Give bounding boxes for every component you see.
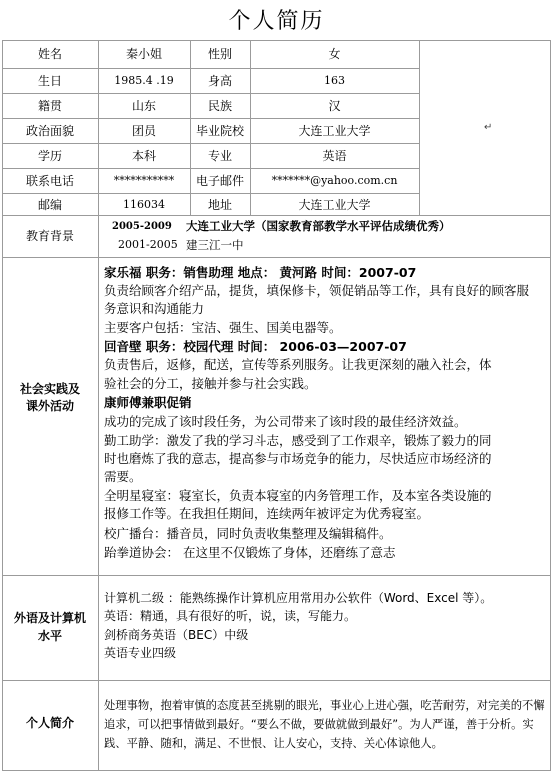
ethnic-value: 汉 xyxy=(328,99,341,113)
major-value: 英语 xyxy=(322,149,347,163)
practice-label-line2: 课外活动 xyxy=(25,399,74,413)
education-school-1: 大连工业大学（国家教育部教学水平评估成绩优秀） xyxy=(186,219,451,233)
degree-value: 本科 xyxy=(131,149,156,163)
skill-bec: 剑桥商务英语（BEC）中级 xyxy=(104,628,249,642)
practice-line: 主要客户包括：宝洁、强生、国美电器等。 xyxy=(104,320,342,335)
practice-line: 校广播台：播音员，同时负责收集整理及编辑稿件。 xyxy=(104,526,392,541)
practice-line: 康师傅兼职促销 xyxy=(104,395,192,410)
practice-line: 勤工助学：激发了我的学习斗志，感受到了工作艰辛，锻炼了毅力的同 xyxy=(104,433,492,448)
native-label: 籍贯 xyxy=(37,99,62,113)
education-years-1: 2005-2009 xyxy=(112,221,172,232)
degree-label: 学历 xyxy=(37,149,62,163)
email-label: 电子邮件 xyxy=(195,174,244,188)
skill-english: 英语：精通，具有很好的听，说，读，写能力。 xyxy=(104,609,357,623)
phone-label: 联系电话 xyxy=(25,174,74,188)
skills-label-line2: 水平 xyxy=(37,629,62,643)
gender-label: 性别 xyxy=(207,47,232,61)
practice-label-line1: 社会实践及 xyxy=(19,382,80,396)
paragraph-mark: ↵ xyxy=(484,122,493,133)
major-label: 专业 xyxy=(207,149,232,163)
practice-line: 成功的完成了该时段任务，为公司带来了该时段的最佳经济效益。 xyxy=(104,414,467,429)
practice-line: 务意识和沟通能力 xyxy=(104,301,205,316)
intro-label: 个人简介 xyxy=(25,716,74,730)
height-label: 身高 xyxy=(207,74,232,88)
practice-line: 时也磨炼了我的意志，提高参与市场竞争的能力，尽快适应市场经济的 xyxy=(104,451,492,466)
zip-value: 116034 xyxy=(123,198,165,211)
political-label: 政治面貌 xyxy=(25,124,74,138)
skill-tem4: 英语专业四级 xyxy=(104,646,177,660)
ethnic-label: 民族 xyxy=(207,99,232,113)
gender-value: 女 xyxy=(328,47,341,61)
page-title: 个人简历 xyxy=(228,9,325,34)
intro-text: 处理事物，抱着审慎的态度甚至挑剔的眼光，事业心上进心强，吃苦耐劳，对完美的不懈追求，可以把事情做到最好。“要么不做，要做就做到最好”。为人严谨，善于分析。实践、平静、随和，满足、不世恨、让人安心，支持、关心体谅他人。 xyxy=(104,699,545,750)
practice-line: 跆拳道协会： 在这里不仅锻炼了身体，还磨练了意志 xyxy=(104,545,396,560)
practice-line: 负责售后，返修，配送，宣传等系列服务。让我更深刻的融入社会，体 xyxy=(104,357,492,372)
education-label: 教育背景 xyxy=(25,229,74,243)
education-years-2: 2001-2005 xyxy=(118,238,178,251)
practice-line: 全明星寝室：寝室长，负责本寝室的内务管理工作，及本室各类设施的 xyxy=(104,488,492,503)
native-value: 山东 xyxy=(131,99,156,113)
practice-line: 家乐福 职务：销售助理 地点： 黄河路 时间：2007-07 xyxy=(104,265,417,280)
school-value: 大连工业大学 xyxy=(298,124,371,138)
practice-line: 验社会的分工，接触并参与社会实践。 xyxy=(104,376,317,391)
name-label: 姓名 xyxy=(37,47,62,61)
address-label: 地址 xyxy=(207,198,232,212)
birth-label: 生日 xyxy=(37,74,62,88)
skill-computer: 计算机二级 ：能熟练操作计算机应用常用办公软件（Word、Excel 等）。 xyxy=(104,591,493,605)
height-value: 163 xyxy=(324,74,345,87)
school-label: 毕业院校 xyxy=(195,124,244,138)
address-value: 大连工业大学 xyxy=(298,198,371,212)
practice-line: 报修工作等。在我担任期间，连续两年被评定为优秀寝室。 xyxy=(104,506,430,521)
skills-label-line1: 外语及计算机 xyxy=(13,611,86,625)
practice-line: 回音壁 职务：校园代理 时间： 2006-03—2007-07 xyxy=(104,339,407,354)
phone-value: *********** xyxy=(113,174,175,187)
practice-line: 负责给顾客介绍产品，提货，填保修卡，领促销品等工作，具有良好的顾客服 xyxy=(104,283,530,298)
birth-value: 1985.4 .19 xyxy=(114,74,174,87)
political-value: 团员 xyxy=(131,124,156,138)
name-value: 秦小姐 xyxy=(125,47,162,61)
zip-label: 邮编 xyxy=(37,198,62,212)
education-school-2: 建三江一中 xyxy=(186,238,244,252)
practice-line: 需要。 xyxy=(104,469,142,484)
email-value: *******@yahoo.com.cn xyxy=(271,174,398,187)
